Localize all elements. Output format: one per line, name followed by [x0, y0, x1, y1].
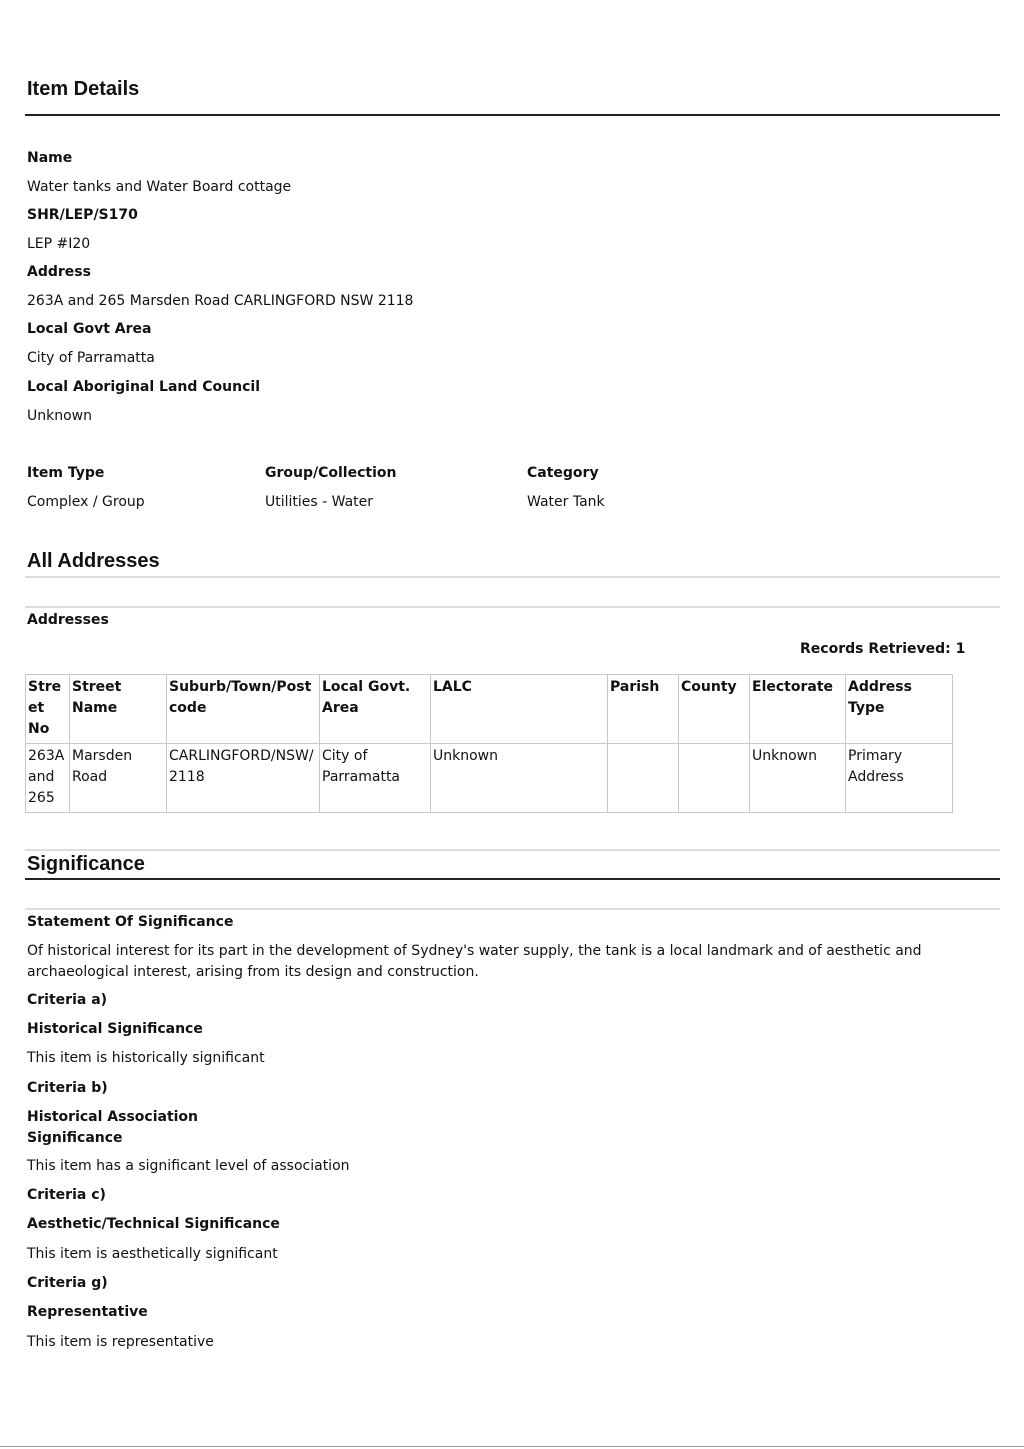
column-header: Street No — [26, 675, 70, 744]
column-header: County — [679, 675, 750, 744]
table-cell: Primary Address — [846, 744, 953, 813]
column-header: Street Name — [70, 675, 167, 744]
column-header: LALC — [431, 675, 608, 744]
records-retrieved: Records Retrieved: 1 — [800, 641, 966, 657]
criteria-g-label: Criteria g) — [27, 1275, 108, 1291]
addresses-table — [25, 674, 953, 813]
statement-value: Of historical interest for its part in the development of Sydney's water supply, the tank is a local landmark and of aesthetic and archaeological interest, arising from its design and construction. — [27, 943, 922, 980]
statement-label: Statement Of Significance — [27, 914, 234, 930]
item-type-label: Item Type — [27, 465, 105, 481]
lalc-value: Unknown — [27, 408, 92, 424]
shr-value: LEP #I20 — [27, 236, 91, 252]
table-header-row — [26, 675, 953, 744]
item-type-value: Complex / Group — [27, 494, 145, 510]
criteria-a-title: Historical Significance — [27, 1021, 203, 1037]
criteria-b-label: Criteria b) — [27, 1080, 108, 1096]
table-cell: Unknown — [431, 744, 608, 813]
all-addresses-heading: All Addresses — [27, 550, 160, 572]
category-value: Water Tank — [527, 494, 605, 510]
table-row — [26, 744, 953, 813]
table-cell: CARLINGFORD/NSW/2118 — [167, 744, 320, 813]
table-cell: Unknown — [750, 744, 846, 813]
addresses-divider — [25, 606, 1000, 608]
significance-sub-divider — [25, 908, 1000, 910]
significance-divider — [25, 878, 1000, 880]
table-cell: Marsden Road — [70, 744, 167, 813]
criteria-c-label: Criteria c) — [27, 1187, 106, 1203]
address-label: Address — [27, 264, 91, 280]
criteria-a-label: Criteria a) — [27, 992, 108, 1008]
column-header: Address Type — [846, 675, 953, 744]
lga-label: Local Govt Area — [27, 321, 152, 337]
group-label: Group/Collection — [265, 465, 397, 481]
significance-top-divider — [25, 849, 1000, 851]
column-header: Parish — [608, 675, 679, 744]
criteria-g-value: This item is representative — [27, 1334, 214, 1350]
name-label: Name — [27, 150, 73, 166]
criteria-c-value: This item is aesthetically significant — [27, 1246, 278, 1262]
criteria-b-value: This item has a significant level of association — [27, 1158, 350, 1174]
table-cell: City of Parramatta — [320, 744, 431, 813]
category-label: Category — [527, 465, 599, 481]
lga-value: City of Parramatta — [27, 350, 155, 366]
address-value: 263A and 265 Marsden Road CARLINGFORD NSW 2118 — [27, 293, 414, 309]
all-addresses-divider — [25, 576, 1000, 578]
addresses-subheading: Addresses — [27, 612, 109, 628]
item-details-heading: Item Details — [27, 78, 140, 100]
page-bottom-edge — [0, 1446, 1024, 1447]
column-header: Suburb/Town/Postcode — [167, 675, 320, 744]
criteria-a-value: This item is historically significant — [27, 1050, 265, 1066]
criteria-g-title: Representative — [27, 1304, 148, 1320]
criteria-b-title: Historical Association Significance — [27, 1109, 199, 1146]
lalc-label: Local Aboriginal Land Council — [27, 379, 260, 395]
name-value: Water tanks and Water Board cottage — [27, 179, 292, 195]
table-cell — [608, 744, 679, 813]
table-cell: 263A and 265 — [26, 744, 70, 813]
significance-heading: Significance — [27, 853, 145, 875]
column-header: Electorate — [750, 675, 846, 744]
group-value: Utilities - Water — [265, 494, 374, 510]
table-cell — [679, 744, 750, 813]
column-header: Local Govt. Area — [320, 675, 431, 744]
criteria-c-title: Aesthetic/Technical Significance — [27, 1216, 280, 1232]
item-details-divider — [25, 114, 1000, 116]
shr-label: SHR/LEP/S170 — [27, 207, 138, 223]
